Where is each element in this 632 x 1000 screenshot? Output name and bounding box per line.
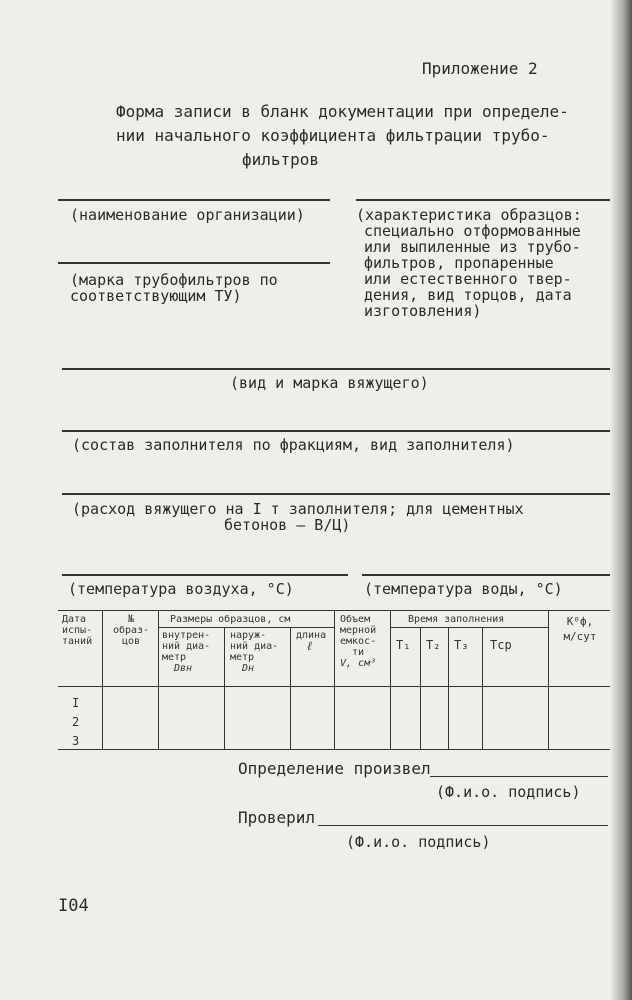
appendix-label: Приложение 2: [422, 59, 538, 78]
header-length: [296, 630, 326, 652]
header-length-label: длина: [296, 630, 327, 641]
header-inner-symbol: Dвн: [174, 663, 193, 674]
header-outer-diameter: [230, 630, 278, 674]
header-outer-line-1: наруж-: [230, 630, 267, 641]
form-title: [116, 100, 596, 172]
header-t2: T₂: [426, 638, 441, 652]
organization-caption: (наименование организации): [70, 206, 305, 224]
performed-label: Определение произвел: [238, 759, 431, 778]
header-inner-line-2: ний диа-: [162, 641, 211, 652]
header-outer-line-2: ний диа-: [230, 641, 279, 652]
header-sample-number-line-1: №: [127, 614, 135, 625]
header-inner-line-3: метр: [162, 652, 187, 663]
brand-caption-line-2: соответствующим ТУ): [70, 287, 242, 305]
samples-caption-line-3: или выпиленные из трубо-: [364, 238, 581, 256]
air-temp-fill-line[interactable]: [62, 574, 348, 576]
header-inner-line-1: внутрен-: [162, 630, 211, 641]
row-number-3: 3: [72, 734, 80, 748]
header-volume-line-4: ти: [352, 647, 365, 658]
samples-caption-line-5: или естественного твер-: [364, 270, 572, 288]
water-temp-fill-line[interactable]: [362, 574, 610, 576]
checked-subcaption: (Ф.и.о. подпись): [346, 833, 491, 851]
size-group-divider: [158, 627, 334, 628]
col-divider-2: [158, 610, 159, 750]
header-length-symbol: ℓ: [306, 639, 314, 653]
samples-fill-line[interactable]: [356, 199, 610, 201]
header-date: [62, 614, 92, 647]
col-divider-3: [224, 627, 225, 750]
row-number-2: 2: [72, 715, 80, 729]
filler-caption: (состав заполнителя по фракциям, вид заполнителя): [72, 436, 515, 454]
header-outer-line-3: метр: [230, 652, 255, 663]
header-size-group: Размеры образцов, см: [170, 614, 291, 625]
col-divider-6: [390, 610, 391, 750]
binder-caption: (вид и марка вяжущего): [230, 374, 429, 392]
header-volume-line-2: мерной: [340, 625, 377, 636]
consumption-caption: [72, 501, 524, 533]
samples-caption: [356, 207, 582, 319]
consumption-caption-line-1: (расход вяжущего на I т заполнителя; для цементных: [72, 500, 524, 518]
page-number: I04: [58, 896, 89, 916]
page-spine-shadow: [610, 0, 632, 1000]
col-divider-8: [448, 627, 449, 750]
header-coefficient: [552, 616, 608, 642]
col-divider-4: [290, 627, 291, 750]
brand-fill-line[interactable]: [58, 262, 330, 264]
results-table: [58, 610, 610, 750]
time-group-divider: [390, 627, 548, 628]
samples-caption-line-7: изготовления): [364, 302, 482, 320]
samples-caption-line-2: специально отформованные: [364, 222, 581, 240]
col-divider-5: [334, 610, 335, 750]
header-inner-diameter: [162, 630, 210, 674]
form-title-line-3: фильтров: [242, 150, 320, 169]
header-sample-number-line-3: цов: [121, 636, 141, 647]
brand-caption: [70, 272, 278, 304]
header-coefficient-symbol: K⁰ф,: [566, 615, 594, 628]
water-temp-caption: (температура воды, °С): [364, 580, 563, 598]
col-divider-1: [102, 610, 103, 750]
performed-signature-line[interactable]: [430, 776, 608, 777]
row-number-1: I: [72, 696, 80, 710]
samples-caption-line-4: фильтров, пропаренные: [364, 254, 554, 272]
header-date-line-2: испы-: [62, 625, 93, 636]
col-divider-9: [482, 627, 483, 750]
checked-label: Проверил: [238, 808, 316, 827]
brand-caption-line-1: (марка трубофильтров по: [70, 271, 278, 289]
consumption-fill-line[interactable]: [62, 493, 610, 495]
header-date-line-1: Дата: [62, 614, 87, 625]
header-volume-line-1: Объем: [340, 614, 371, 625]
organization-fill-line[interactable]: [58, 199, 330, 201]
header-tavg: Tср: [490, 638, 512, 652]
header-date-line-3: таний: [62, 636, 93, 647]
binder-fill-line[interactable]: [62, 368, 610, 370]
form-title-line-2: нии начального коэффициента фильтрации трубо-: [116, 126, 550, 145]
checked-signature-line[interactable]: [318, 825, 608, 826]
row-numbers: [72, 694, 79, 751]
header-volume-symbol: V, см³: [340, 658, 377, 669]
samples-caption-line-6: дения, вид торцов, дата: [364, 286, 572, 304]
header-t3: T₃: [454, 638, 469, 652]
header-outer-symbol: Dн: [242, 663, 255, 674]
header-time-group: Время заполнения: [408, 614, 505, 625]
filler-fill-line[interactable]: [62, 430, 610, 432]
col-divider-10: [548, 610, 549, 750]
form-title-line-1: Форма записи в бланк документации при определе-: [116, 102, 569, 121]
header-sample-number: [108, 614, 154, 647]
performed-subcaption: (Ф.и.о. подпись): [436, 783, 581, 801]
header-volume-line-3: емкос-: [340, 636, 377, 647]
header-volume: [340, 614, 376, 669]
header-coefficient-unit: м/сут: [563, 630, 597, 643]
air-temp-caption: (температура воздуха, °С): [68, 580, 294, 598]
samples-caption-line-1: (характеристика образцов:: [356, 206, 582, 224]
header-t1: T₁: [396, 638, 411, 652]
col-divider-7: [420, 627, 421, 750]
consumption-caption-line-2: бетонов – В/Ц): [224, 516, 351, 534]
header-sample-number-line-2: образ-: [112, 625, 150, 636]
